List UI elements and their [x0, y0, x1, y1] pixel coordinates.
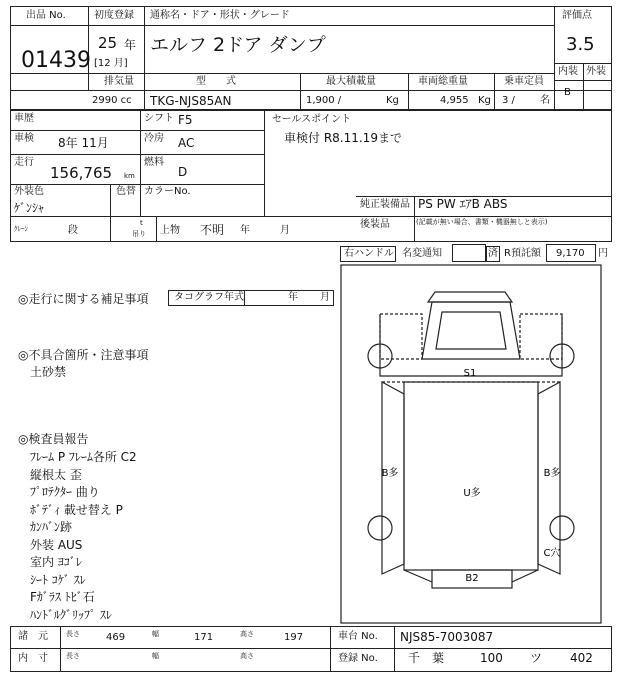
ext-color-label: 外装色 [14, 186, 44, 197]
lot-no: 01439 [21, 48, 91, 73]
label-c: C穴 [543, 548, 561, 559]
displacement: 2990 cc [92, 95, 132, 106]
chassis: NJS85-7003087 [400, 630, 494, 644]
width-label: 幅 [152, 630, 159, 638]
max-load-unit: Kg [386, 95, 399, 106]
length: 469 [106, 632, 126, 643]
recycle-label: 済 [488, 248, 498, 259]
name-change-box [452, 244, 486, 262]
inspector-line: ﾎﾞﾃﾞｨ 載せ替え P [30, 502, 123, 517]
lot-no-label: 出品 No. [26, 10, 66, 21]
gross-weight-label: 車両総重量 [418, 76, 468, 87]
inner-height-label: 高さ [240, 652, 254, 660]
inspector-line: Fｶﾞﾗｽ ﾄﾋﾞ石 [30, 590, 95, 604]
gross-weight-unit: Kg [478, 95, 491, 106]
loading-label: 上物 [160, 225, 180, 236]
ac-label: 冷房 [144, 133, 164, 144]
tacho-label: タコグラフ年式 [174, 292, 244, 303]
inspector-line: ｼｰﾄ ｺｹﾞ ｽﾚ [30, 572, 86, 587]
ac: AC [178, 136, 195, 150]
max-load: 1,900 / [306, 95, 342, 106]
width: 171 [194, 632, 214, 643]
defects: 土砂禁 [30, 365, 67, 379]
mileage-label: 走行 [14, 157, 34, 168]
model-name-label: 通称名・ドア・形状・グレード [150, 10, 290, 21]
sales-label: セールスポイント [272, 114, 352, 125]
equipment-label: 純正装備品 [360, 199, 410, 210]
max-load-label: 最大積載量 [326, 76, 376, 87]
inspector-line: ﾌﾚｰﾑ P ﾌﾚｰﾑ各所 C2 [30, 450, 137, 464]
label-b-left: B多 [381, 468, 399, 479]
truck-diagram [340, 264, 602, 624]
capacity-label: 乗車定員 [504, 76, 544, 87]
recycle-fee: 9,170 [556, 248, 585, 259]
loading-year: 年 [240, 225, 250, 236]
inspector-line: 外装 AUS [30, 537, 83, 552]
capacity-unit: 名 [540, 95, 550, 106]
height-label: 高さ [240, 630, 254, 638]
model-name: エルフ 2ドア ダンプ [150, 34, 326, 56]
plate-number: 402 [570, 651, 593, 665]
crane-label: ｸﾚｰﾝ [14, 225, 28, 233]
displacement-label: 排気量 [104, 76, 134, 87]
inspector-line: 室内 ﾖｺﾞﾚ [30, 555, 82, 569]
crane-t: t [140, 219, 143, 227]
inspection: 8年 11月 [58, 136, 109, 150]
interior-grade: B [564, 87, 571, 98]
equipment: PS PW ｴｱB ABS [418, 197, 508, 211]
first-reg-month: [12 月] [94, 58, 128, 69]
inspector-line: ﾊﾝﾄﾞﾙｸﾞﾘｯﾌﾟ ｽﾚ [30, 607, 112, 622]
first-reg-year: 25 [98, 34, 118, 52]
label-b2: B2 [465, 573, 479, 584]
plate-class: 100 [480, 651, 503, 665]
score-label: 評価点 [562, 10, 592, 21]
crane-hoist: 吊り [132, 230, 146, 238]
inspector-line: ﾌﾟﾛﾃｸﾀｰ 曲り [30, 485, 100, 499]
inner-width-label: 幅 [152, 652, 159, 660]
model-code: TKG-NJS85AN [150, 94, 232, 108]
ext-color: ｹﾞﾝｼｬ [14, 201, 45, 215]
footer-frame [10, 626, 612, 672]
recycle-fee-label: R預託額 [504, 248, 541, 259]
inner-length-label: 長さ [66, 652, 80, 660]
year-unit: 年 [124, 38, 137, 52]
shift-label: シフト [144, 113, 174, 124]
inner-label: 内 寸 [18, 653, 48, 664]
shift: F5 [178, 113, 193, 127]
first-reg-label: 初度登録 [94, 10, 134, 21]
mileage-unit: km [124, 172, 135, 180]
driving-title: ◎走行に関する補足事項 [18, 292, 149, 306]
model-code-label: 型 式 [196, 76, 236, 87]
rhd-label: 右ハンドル [344, 248, 394, 259]
exterior-label: 外装 [586, 66, 606, 77]
height: 197 [284, 632, 304, 643]
sales-text: 車検付 R8.11.19まで [284, 131, 402, 145]
mileage: 156,765 [50, 164, 113, 182]
inspector-line: 縦根太 歪 [30, 467, 82, 482]
inspection-label: 車検 [14, 133, 34, 144]
name-change-label: 名変通知 [402, 248, 442, 259]
tacho-month: 月 [320, 292, 330, 303]
gross-weight: 4,955 [440, 95, 469, 106]
capacity: 3 / [502, 95, 515, 106]
interior-label: 内装 [558, 66, 578, 77]
inspector-title: ◎検査員報告 [18, 432, 89, 446]
crane-stage: 段 [68, 225, 78, 236]
label-b-right: B多 [543, 468, 561, 479]
loading: 不明 [200, 223, 225, 237]
inspector-line: ｶﾝﾊﾞﾝ跡 [30, 520, 73, 534]
inspector-list [30, 448, 137, 623]
length-label: 長さ [66, 630, 80, 638]
specs-label: 諸 元 [18, 631, 48, 642]
fuel-label: 燃料 [144, 157, 164, 168]
color-no-label: カラーNo. [144, 186, 191, 197]
defects-title: ◎不具合箇所・注意事項 [18, 348, 149, 362]
tacho-year: 年 [288, 292, 298, 303]
label-s1: S1 [463, 368, 477, 379]
plate-kana: ツ [530, 651, 543, 665]
score: 3.5 [566, 34, 595, 55]
plate-area: 千 葉 [408, 651, 445, 665]
aftermarket-label: 後装品 [360, 219, 390, 230]
chassis-label: 車台 No. [338, 631, 378, 642]
color-change-label: 色替 [116, 186, 136, 197]
loading-month: 月 [280, 225, 290, 236]
history-label: 車歴 [14, 113, 34, 124]
yen-label: 円 [598, 248, 608, 259]
fuel: D [178, 165, 188, 179]
aftermarket-note: (記載が無い場合、書類・機器無しと表示) [416, 218, 548, 226]
plate-label: 登録 No. [338, 653, 378, 664]
label-u: U多 [463, 488, 481, 499]
